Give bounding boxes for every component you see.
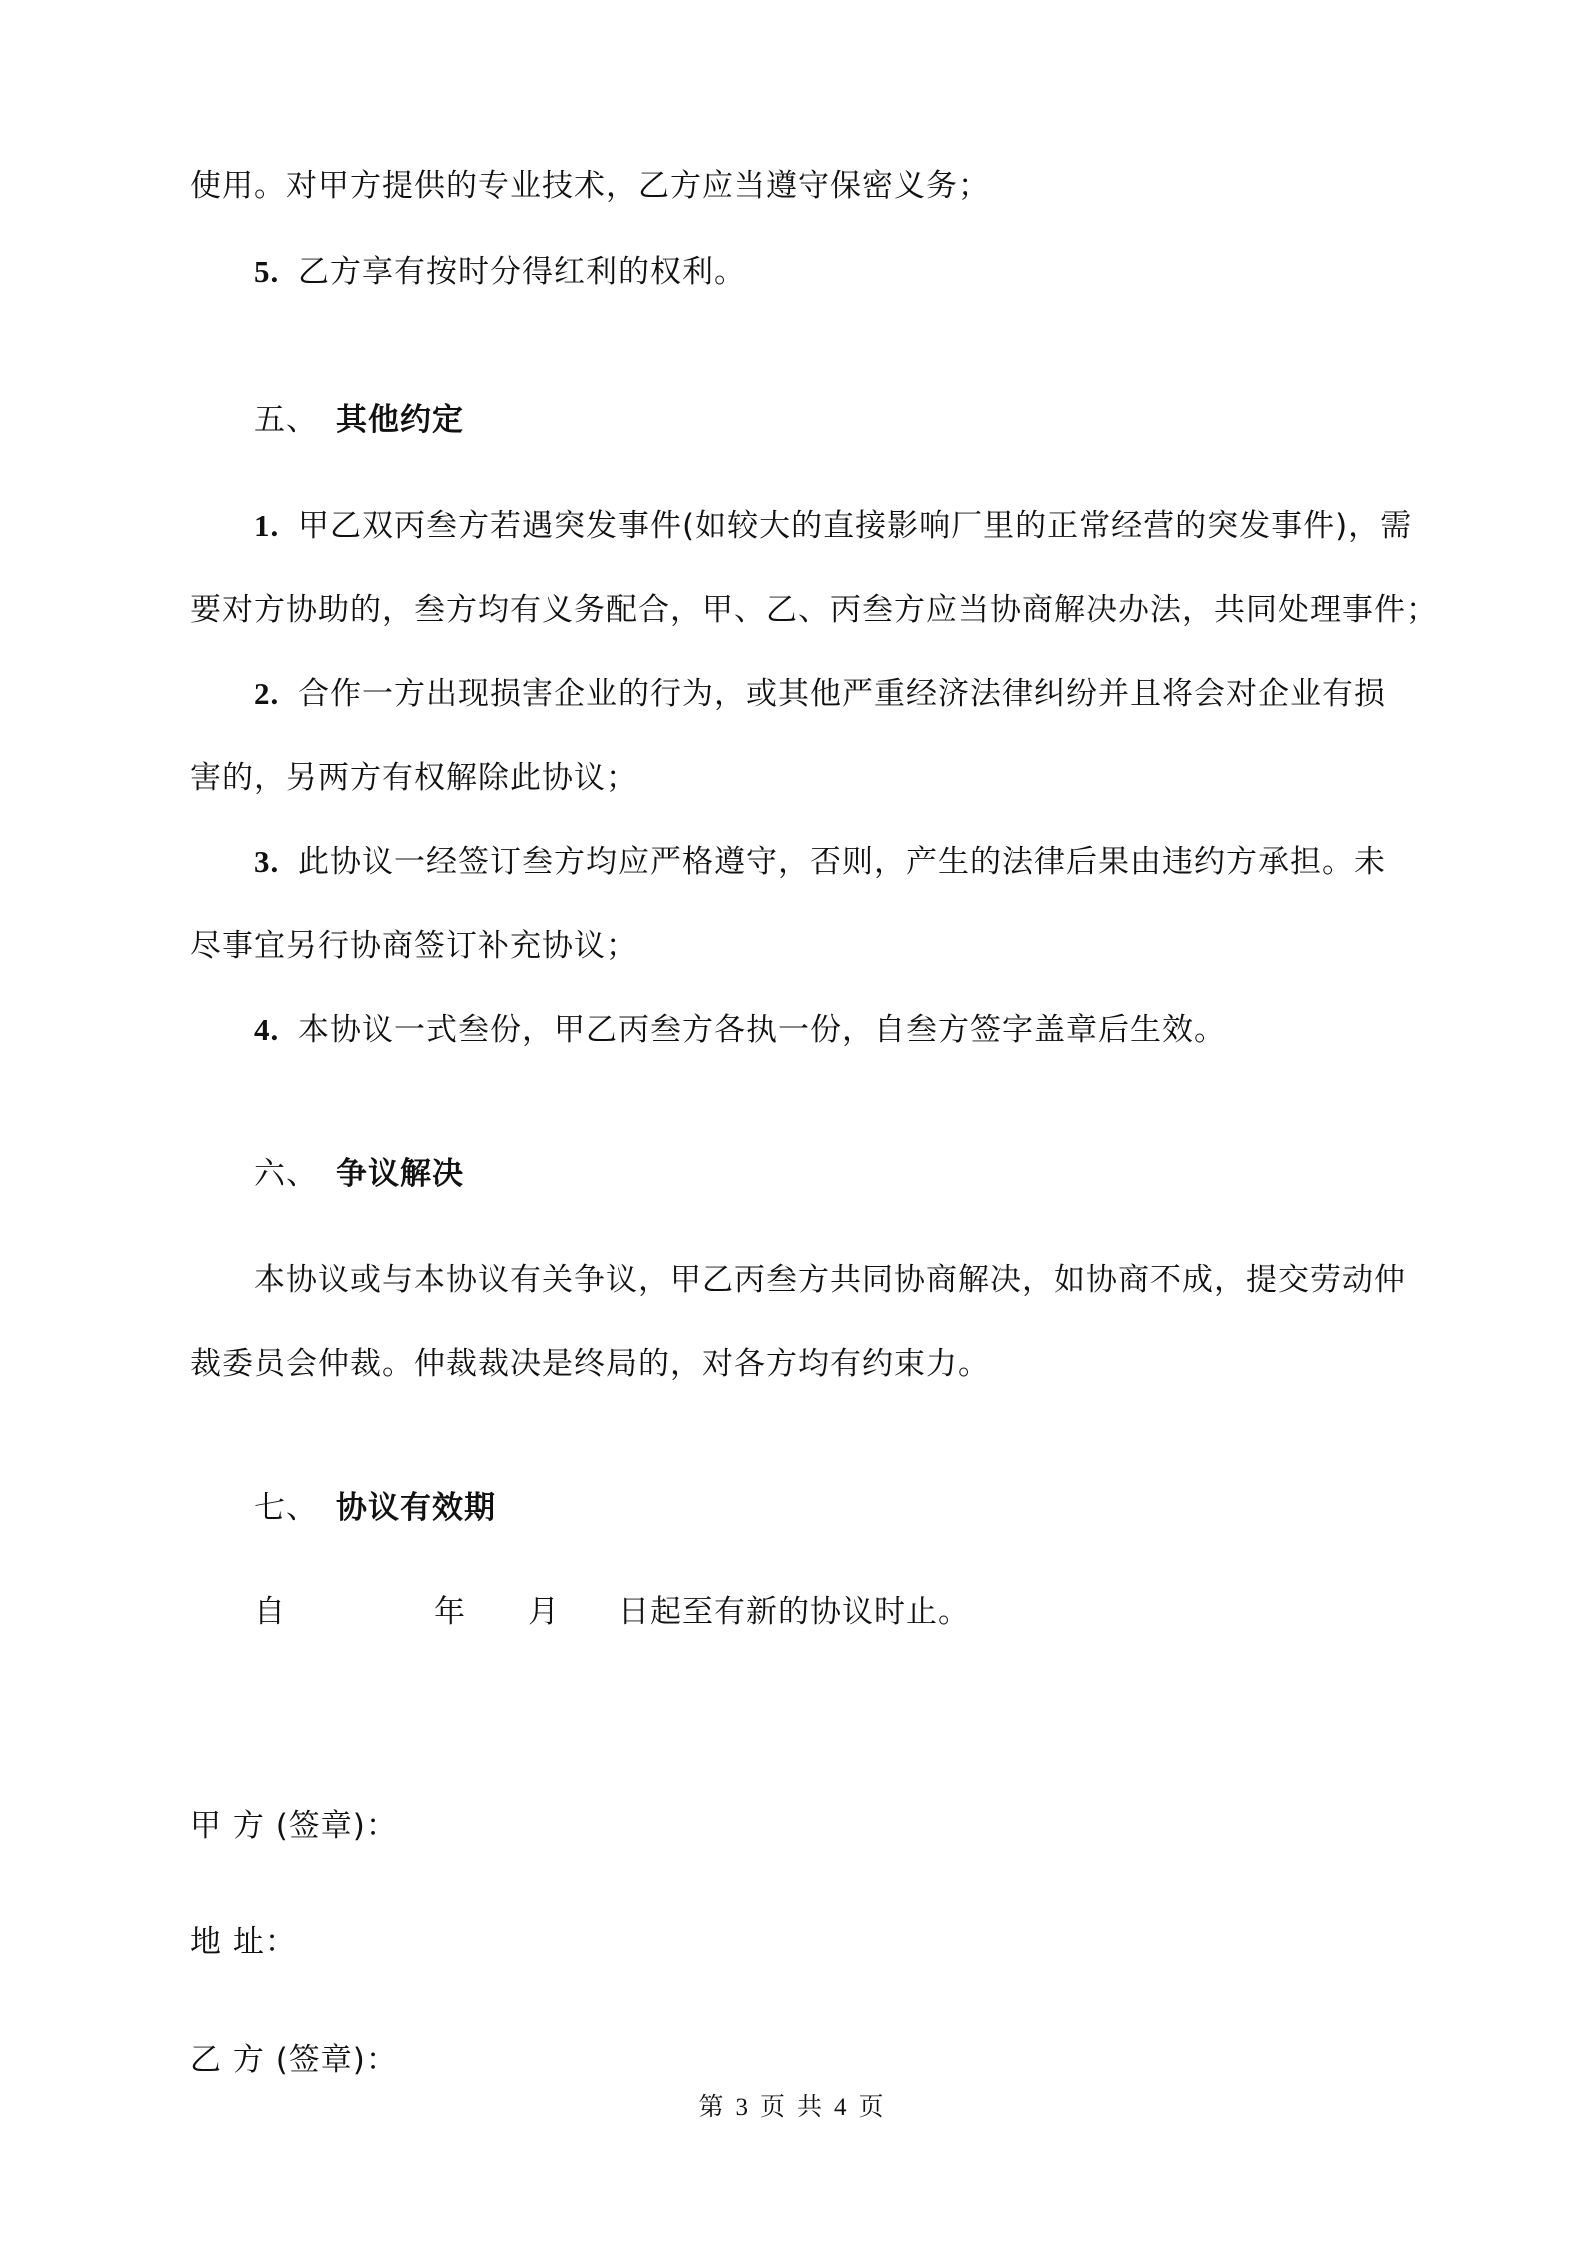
item-number: 5. bbox=[254, 254, 280, 289]
footer-label: 第 bbox=[698, 2094, 728, 2121]
paragraph-line: 使用。对甲方提供的专业技术，乙方应当遵守保密义务； bbox=[190, 168, 990, 204]
section-number: 七、 bbox=[254, 1490, 318, 1526]
list-item-4 bbox=[254, 1010, 1226, 1050]
item-text: 乙方享有按时分得红利的权利。 bbox=[298, 254, 746, 290]
total-page-number: 4 bbox=[834, 2094, 851, 2121]
validity-month: 月 bbox=[528, 1594, 560, 1630]
list-item-3 bbox=[254, 842, 1386, 882]
item-text: 本协议一式叁份，甲乙丙叁方各执一份，自叁方签字盖章后生效。 bbox=[298, 1012, 1226, 1048]
validity-period-line bbox=[254, 1592, 970, 1632]
item-text: 此协议一经签订叁方均应严格遵守，否则，产生的法律后果由违约方承担。未 bbox=[298, 844, 1386, 880]
item-number: 3. bbox=[254, 844, 280, 879]
paragraph-line: 裁委员会仲裁。仲裁裁决是终局的，对各方均有约束力。 bbox=[190, 1346, 990, 1382]
item-text: 合作一方出现损害企业的行为，或其他严重经济法律纠纷并且将会对企业有损 bbox=[298, 676, 1386, 712]
section-title: 其他约定 bbox=[336, 402, 464, 438]
section-title: 争议解决 bbox=[336, 1156, 464, 1192]
footer-label: 共 bbox=[797, 2094, 827, 2121]
item-number: 1. bbox=[254, 508, 280, 543]
section-number: 五、 bbox=[254, 402, 318, 438]
section-title: 协议有效期 bbox=[336, 1490, 496, 1526]
validity-day: 日起至有新的协议时止。 bbox=[618, 1594, 970, 1630]
item-number: 2. bbox=[254, 676, 280, 711]
section-heading-5 bbox=[254, 400, 464, 440]
validity-year: 年 bbox=[434, 1594, 466, 1630]
paragraph-line: 尽事宜另行协商签订补充协议； bbox=[190, 928, 638, 964]
signature-address: 地 址： bbox=[190, 1924, 297, 1960]
paragraph-line: 本协议或与本协议有关争议，甲乙丙叁方共同协商解决，如协商不成，提交劳动仲 bbox=[254, 1262, 1406, 1298]
section-heading-6 bbox=[254, 1154, 464, 1194]
section-heading-7 bbox=[254, 1488, 496, 1528]
item-text: 甲乙双丙叁方若遇突发事件(如较大的直接影响厂里的正常经营的突发事件)，需 bbox=[298, 508, 1413, 544]
item-number: 4. bbox=[254, 1012, 280, 1047]
footer-label: 页 bbox=[759, 2094, 789, 2121]
section-number: 六、 bbox=[254, 1156, 318, 1192]
paragraph-line: 害的，另两方有权解除此协议； bbox=[190, 760, 638, 796]
validity-from: 自 bbox=[254, 1594, 286, 1630]
current-page-number: 3 bbox=[735, 2094, 752, 2121]
signature-party-a: 甲 方 (签章)： bbox=[190, 1808, 398, 1844]
footer-label: 页 bbox=[858, 2094, 888, 2121]
paragraph-line: 要对方协助的，叁方均有义务配合，甲、乙、丙叁方应当协商解决办法，共同处理事件； bbox=[190, 592, 1438, 628]
page-footer bbox=[0, 2092, 1586, 2124]
list-item-1 bbox=[254, 506, 1412, 546]
list-item-2 bbox=[254, 674, 1386, 714]
signature-party-b: 乙 方 (签章)： bbox=[190, 2042, 398, 2078]
list-item-5 bbox=[254, 252, 746, 292]
